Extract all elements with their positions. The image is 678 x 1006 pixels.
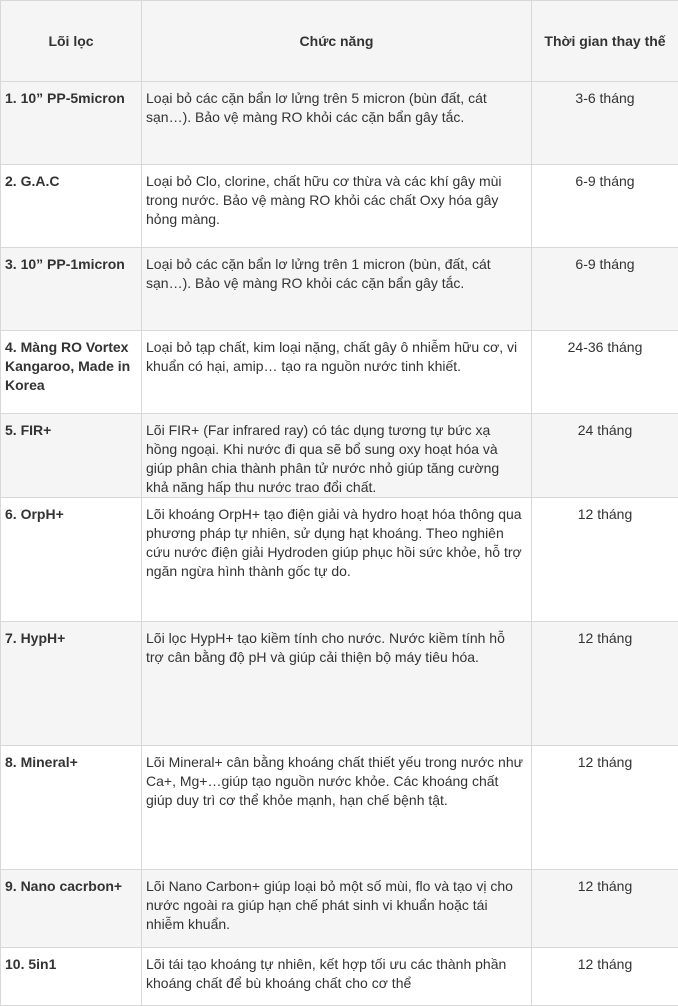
table-row (1, 622, 678, 746)
filter-name: 4. Màng RO Vortex Kangaroo, Made in Korea (1, 331, 142, 414)
replacement-time: 6-9 tháng (532, 165, 678, 248)
filter-name: 10. 5in1 (1, 948, 142, 1006)
filter-name: 1. 10” PP-5micron (1, 82, 142, 165)
replacement-time: 12 tháng (532, 948, 678, 1006)
table-row (1, 498, 678, 622)
filter-name: 8. Mineral+ (1, 746, 142, 870)
filter-function: Lõi Mineral+ cân bằng khoáng chất thiết yếu trong nước như Ca+, Mg+…giúp tạo nguồn nước khỏe. Các khoáng chất giúp duy trì cơ thể khỏe mạnh, hạn chế bệnh tật. (142, 746, 532, 870)
filter-function: Loại bỏ tạp chất, kim loại nặng, chất gây ô nhiễm hữu cơ, vi khuẩn có hại, amip… tạo ra nguồn nước tinh khiết. (142, 331, 532, 414)
filter-function: Lõi Nano Carbon+ giúp loại bỏ một số mùi, flo và tạo vị cho nước ngoài ra giúp hạn chế phát sinh vi khuẩn hoặc tái nhiễm khuẩn. (142, 870, 532, 948)
table-row (1, 948, 678, 1006)
filter-name: 5. FIR+ (1, 414, 142, 498)
filter-function: Lõi khoáng OrpH+ tạo điện giải và hydro hoạt hóa thông qua phương pháp tự nhiên, sử dụng hạt khoáng. Theo nghiên cứu nước điện giải Hydroden giúp phục hồi sức khỏe, hỗ trợ ngăn ngừa hình thành gốc tự do. (142, 498, 532, 622)
filter-name: 9. Nano cacrbon+ (1, 870, 142, 948)
filter-name: 6. OrpH+ (1, 498, 142, 622)
filter-name: 3. 10” PP-1micron (1, 248, 142, 331)
replacement-time: 24-36 tháng (532, 331, 678, 414)
table-header-row (1, 1, 678, 82)
table-row (1, 746, 678, 870)
filter-function: Lõi tái tạo khoáng tự nhiên, kết hợp tối ưu các thành phần khoáng chất để bù khoáng chất cho cơ thể (142, 948, 532, 1006)
header-filter-core: Lõi lọc (1, 1, 142, 82)
replacement-time: 3-6 tháng (532, 82, 678, 165)
filter-function: Loại bỏ Clo, clorine, chất hữu cơ thừa và các khí gây mùi trong nước. Bảo vệ màng RO khỏi các chất Oxy hóa gây hỏng màng. (142, 165, 532, 248)
filter-function: Lõi FIR+ (Far infrared ray) có tác dụng tương tự bức xạ hồng ngoại. Khi nước đi qua sẽ bổ sung oxy hoạt hóa và giúp phân chia thành phân tử nước nhỏ giúp tăng cường khả năng hấp thu nước trao đổi chất. (142, 414, 532, 498)
filter-name: 2. G.A.C (1, 165, 142, 248)
replacement-time: 6-9 tháng (532, 248, 678, 331)
replacement-time: 12 tháng (532, 870, 678, 948)
table-row (1, 165, 678, 248)
replacement-time: 12 tháng (532, 622, 678, 746)
replacement-time: 12 tháng (532, 498, 678, 622)
table-row (1, 82, 678, 165)
filter-function: Lõi lọc HypH+ tạo kiềm tính cho nước. Nước kiềm tính hỗ trợ cân bằng độ pH và giúp cải thiện bộ máy tiêu hóa. (142, 622, 532, 746)
header-replacement-time: Thời gian thay thế (532, 1, 678, 82)
replacement-time: 24 tháng (532, 414, 678, 498)
filter-function: Loại bỏ các cặn bẩn lơ lửng trên 5 micron (bùn đất, cát sạn…). Bảo vệ màng RO khỏi các cặn bẩn gây tắc. (142, 82, 532, 165)
table-row (1, 870, 678, 948)
table-row (1, 414, 678, 498)
replacement-time: 12 tháng (532, 746, 678, 870)
table-row (1, 248, 678, 331)
filter-function: Loại bỏ các cặn bẩn lơ lửng trên 1 micron (bùn, đất, cát sạn…). Bảo vệ màng RO khỏi các cặn bẩn gây tắc. (142, 248, 532, 331)
filter-name: 7. HypH+ (1, 622, 142, 746)
table-row (1, 331, 678, 414)
header-function: Chức năng (142, 1, 532, 82)
